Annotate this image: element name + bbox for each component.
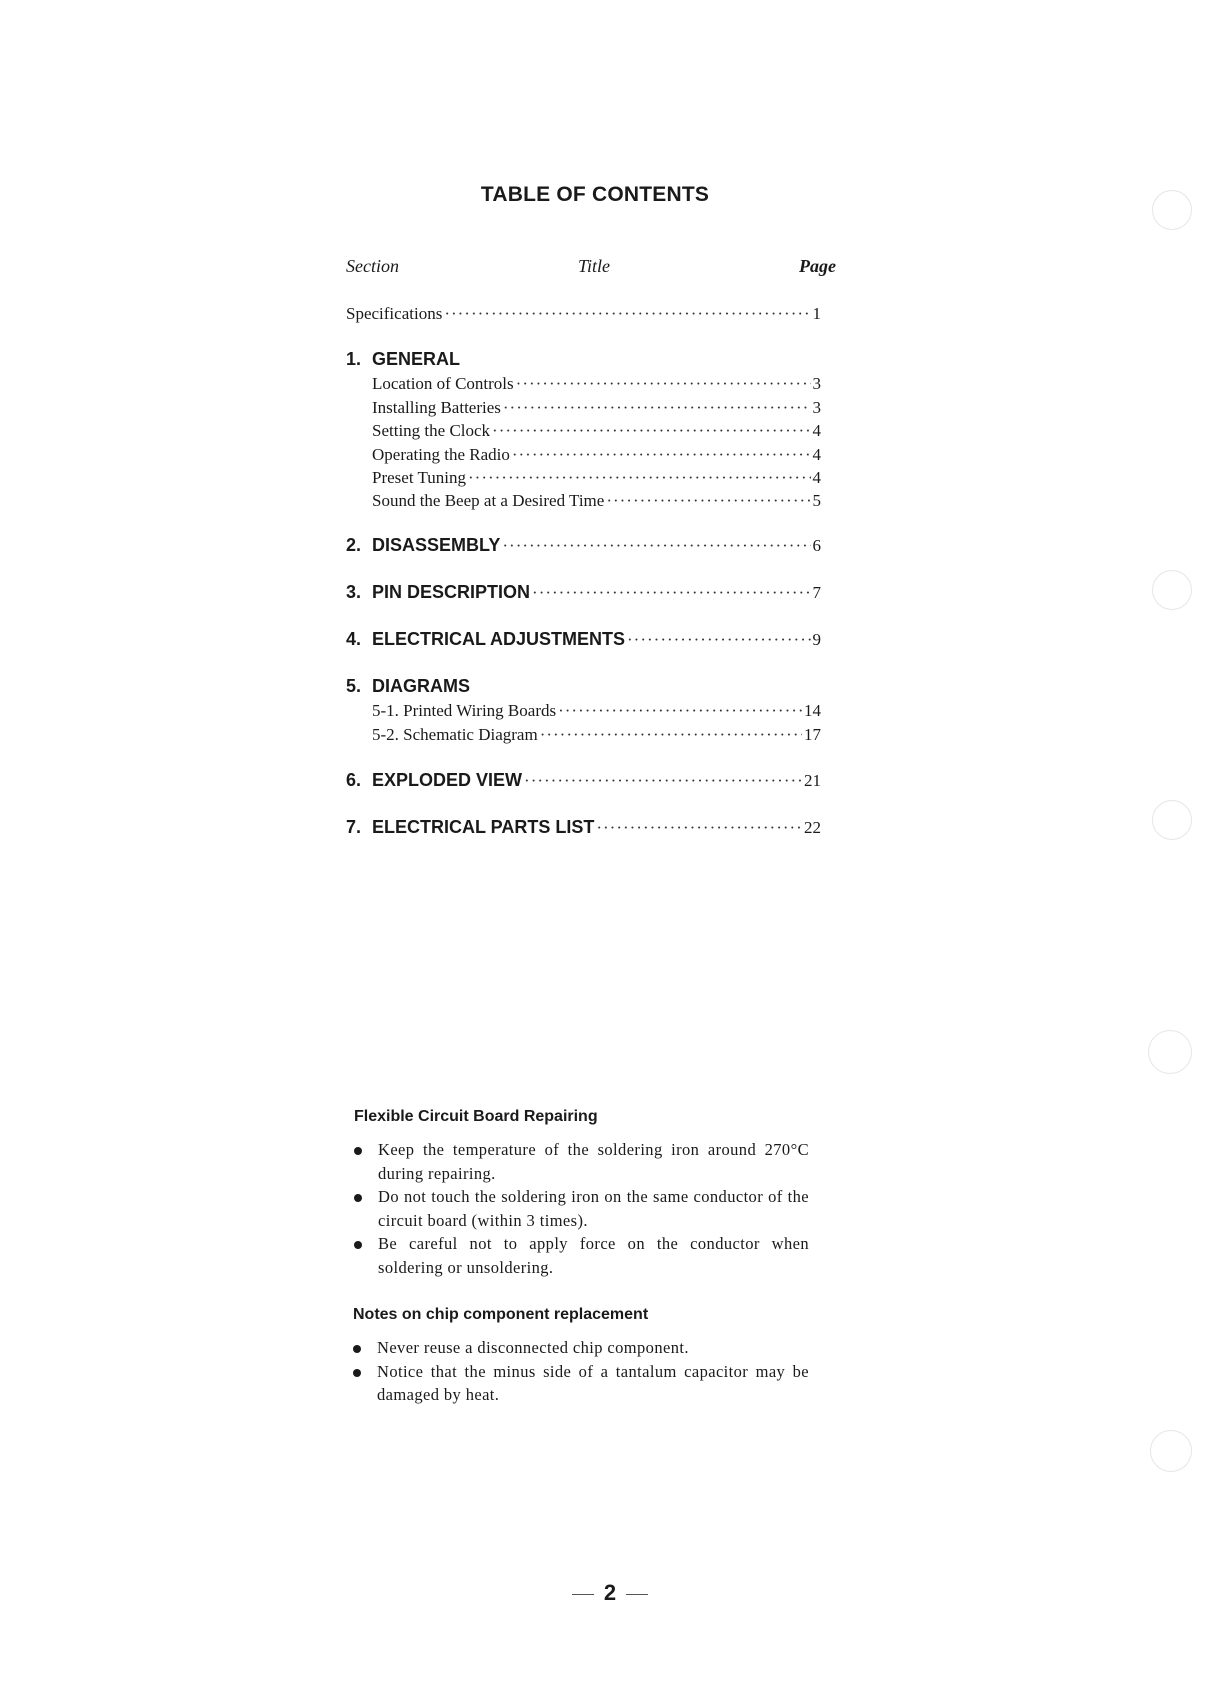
toc-entry-label: Sound the Beep at a Desired Time: [372, 491, 605, 510]
toc-entry-label: Preset Tuning: [372, 468, 466, 487]
bullet-dot-icon: [353, 1369, 361, 1377]
toc-entry-page: 3: [812, 398, 821, 417]
toc-entry-schematic-diagram[interactable]: [372, 725, 821, 745]
section-number: 7.: [346, 817, 362, 837]
section-label: PIN DESCRIPTION: [372, 582, 531, 602]
toc-section-electrical-parts-list[interactable]: [346, 817, 821, 838]
note-bullet: [354, 1138, 809, 1185]
dash-left: [572, 1594, 594, 1595]
section-label: ELECTRICAL ADJUSTMENTS: [372, 629, 626, 649]
toc-entry-location-of-controls[interactable]: [372, 374, 821, 394]
dot-leader: [627, 630, 810, 650]
toc-entry-preset-tuning[interactable]: [372, 468, 821, 488]
notes-chip-component-replacement: [353, 1306, 809, 1407]
toc-entry-installing-batteries[interactable]: [372, 398, 821, 418]
dash-right: [626, 1594, 648, 1595]
note-text: Never reuse a disconnected chip component.: [377, 1338, 689, 1357]
toc-entry-page: 3: [812, 374, 821, 393]
toc-section-diagrams[interactable]: [346, 676, 470, 697]
section-number: 3.: [346, 582, 362, 602]
page-title: TABLE OF CONTENTS: [480, 183, 710, 206]
bullet-dot-icon: [354, 1147, 362, 1155]
binder-hole-mark: [1152, 800, 1192, 840]
note-text: Be careful not to apply force on the conductor when soldering or unsoldering.: [378, 1234, 809, 1277]
toc-section-general[interactable]: [346, 349, 460, 370]
toc-entry-page: 5: [812, 491, 821, 510]
dot-leader: [502, 536, 810, 556]
bullet-dot-icon: [354, 1241, 362, 1249]
toc-entry-specifications[interactable]: [346, 304, 821, 324]
note-text: Notice that the minus side of a tantalum capacitor may be damaged by heat.: [377, 1361, 809, 1404]
toc-entry-label: Specifications: [346, 304, 443, 323]
dot-leader: [540, 725, 802, 745]
dot-leader: [596, 818, 802, 838]
toc-entry-label: 5-1. Printed Wiring Boards: [372, 701, 557, 720]
toc-entry-page: 4: [812, 468, 821, 487]
binder-hole-mark: [1152, 190, 1192, 230]
column-header-section: Section: [346, 256, 399, 276]
dot-leader: [468, 468, 811, 488]
toc-entry-label: Installing Batteries: [372, 398, 501, 417]
dot-leader: [558, 701, 802, 721]
toc-entry-printed-wiring-boards[interactable]: [372, 701, 821, 721]
dot-leader: [512, 445, 811, 465]
toc-entry-page: 22: [804, 818, 821, 837]
toc-entry-page: 4: [812, 421, 821, 440]
note-bullet: [354, 1185, 809, 1232]
section-number: 1.: [346, 349, 362, 369]
section-label: DISASSEMBLY: [372, 535, 501, 555]
note-bullet: [353, 1360, 809, 1407]
dot-leader: [516, 374, 811, 394]
toc-entry-operating-the-radio[interactable]: [372, 445, 821, 465]
section-label: DIAGRAMS: [372, 676, 470, 696]
toc-entry-page: 21: [804, 771, 821, 790]
notes-flexible-circuit-board: [354, 1108, 809, 1279]
note-bullet: [353, 1336, 809, 1360]
toc-entry-sound-the-beep[interactable]: [372, 491, 821, 511]
section-number: 5.: [346, 676, 362, 696]
dot-leader: [492, 421, 810, 441]
toc-section-disassembly[interactable]: [346, 535, 821, 556]
note-bullet: [354, 1232, 809, 1279]
toc-section-pin-description[interactable]: [346, 582, 821, 603]
dot-leader: [606, 491, 810, 511]
toc-entry-page: 17: [804, 725, 821, 744]
note-text: Keep the temperature of the soldering iron around 270°C during repairing.: [378, 1140, 809, 1183]
toc-entry-page: 6: [812, 536, 821, 555]
section-number: 4.: [346, 629, 362, 649]
toc-section-exploded-view[interactable]: [346, 770, 821, 791]
dot-leader: [503, 398, 811, 418]
page-number-value: 2: [603, 1580, 617, 1605]
page-number: [550, 1580, 670, 1606]
toc-section-electrical-adjustments[interactable]: [346, 629, 821, 650]
toc-entry-page: 4: [812, 445, 821, 464]
toc-entry-setting-the-clock[interactable]: [372, 421, 821, 441]
notes-heading: Flexible Circuit Board Repairing: [354, 1108, 598, 1125]
section-label: GENERAL: [372, 349, 461, 369]
notes-heading: Notes on chip component replacement: [353, 1306, 649, 1323]
binder-hole-mark: [1152, 570, 1192, 610]
section-number: 2.: [346, 535, 362, 555]
toc-entry-page: 9: [812, 630, 821, 649]
toc-entry-label: Location of Controls: [372, 374, 514, 393]
section-label: EXPLODED VIEW: [372, 770, 523, 790]
note-text: Do not touch the soldering iron on the same conductor of the circuit board (within 3 times).: [378, 1187, 809, 1230]
toc-entry-label: Setting the Clock: [372, 421, 491, 440]
binder-hole-mark: [1150, 1430, 1192, 1472]
column-header-page: Page: [799, 256, 836, 276]
section-number: 6.: [346, 770, 362, 790]
dot-leader: [532, 583, 810, 603]
binder-hole-mark: [1148, 1030, 1192, 1074]
bullet-dot-icon: [353, 1345, 361, 1353]
toc-entry-page: 7: [812, 583, 821, 602]
toc-entry-label: 5-2. Schematic Diagram: [372, 725, 538, 744]
section-label: ELECTRICAL PARTS LIST: [372, 817, 595, 837]
toc-entry-page: 1: [812, 304, 821, 323]
toc-entry-label: Operating the Radio: [372, 445, 510, 464]
bullet-dot-icon: [354, 1194, 362, 1202]
column-header-title: Title: [578, 256, 611, 276]
toc-entry-page: 14: [804, 701, 821, 720]
dot-leader: [444, 304, 810, 324]
dot-leader: [524, 771, 802, 791]
